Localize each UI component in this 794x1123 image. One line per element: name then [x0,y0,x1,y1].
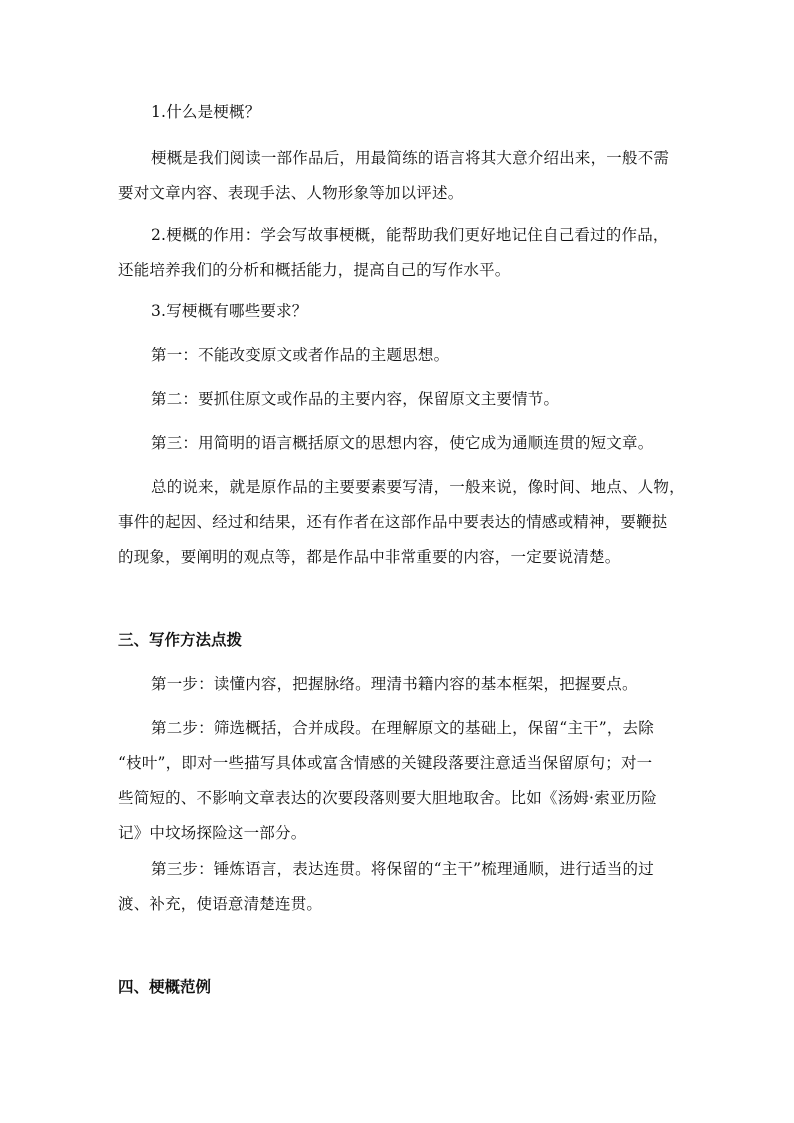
summary-paragraph: 总的说来，就是原作品的主要要素要写清，一般来说，像时间、地点、人物， 事件的起因、经过和结果，还有作者在这部作品中要表达的情感或精神，要鞭挞 的现象，要阐明的观点等，都是作品中非常重要的内容，一定要说清楚。 [118,478,685,566]
question-1-title: 1.什么是梗概？ [151,103,261,121]
requirement-3: 第三：用简明的语言概括原文的思想内容，使它成为通顺连贯的短文章。 [151,434,654,452]
section-4-heading: 四、梗概范例 [118,978,212,996]
question-1-answer: 梗概是我们阅读一部作品后，用最简练的语言将其大意介绍出来，一般不需 要对文章内容、表现手法、人物形象等加以评述。 [118,149,670,202]
section-3-heading: 三、写作方法点拨 [118,631,243,649]
step-3-paragraph: 第三步：锤炼语言，表达连贯。将保留的“主干”梳理通顺，进行适当的过 渡、补充，使语意清楚连贯。 [118,860,654,913]
requirement-2: 第二：要抓住原文或作品的主要内容，保留原文主要情节。 [151,390,560,408]
question-3-title: 3.写梗概有哪些要求？ [151,302,308,320]
requirement-1: 第一：不能改变原文或者作品的主题思想。 [151,346,450,364]
step-1: 第一步：读懂内容，把握脉络。理清书籍内容的基本框架，把握要点。 [151,675,638,693]
step-2-paragraph: 第二步：筛选概括，合并成段。在理解原文的基础上，保留“主干”，去除 “枝叶”，即对一些描写具体或富含情感的关键段落要注意适当保留原句；对一 些简短的、不影响文章表达的次要段落则要大胆地取舍。比如《汤姆·索亚历险 记》中坟场探险这一部分。 [118,719,657,842]
question-2-paragraph: 2.梗概的作用：学会写故事梗概，能帮助我们更好地记住自己看过的作品， 还能培养我们的分析和概括能力，提高自己的写作水平。 [118,226,669,279]
